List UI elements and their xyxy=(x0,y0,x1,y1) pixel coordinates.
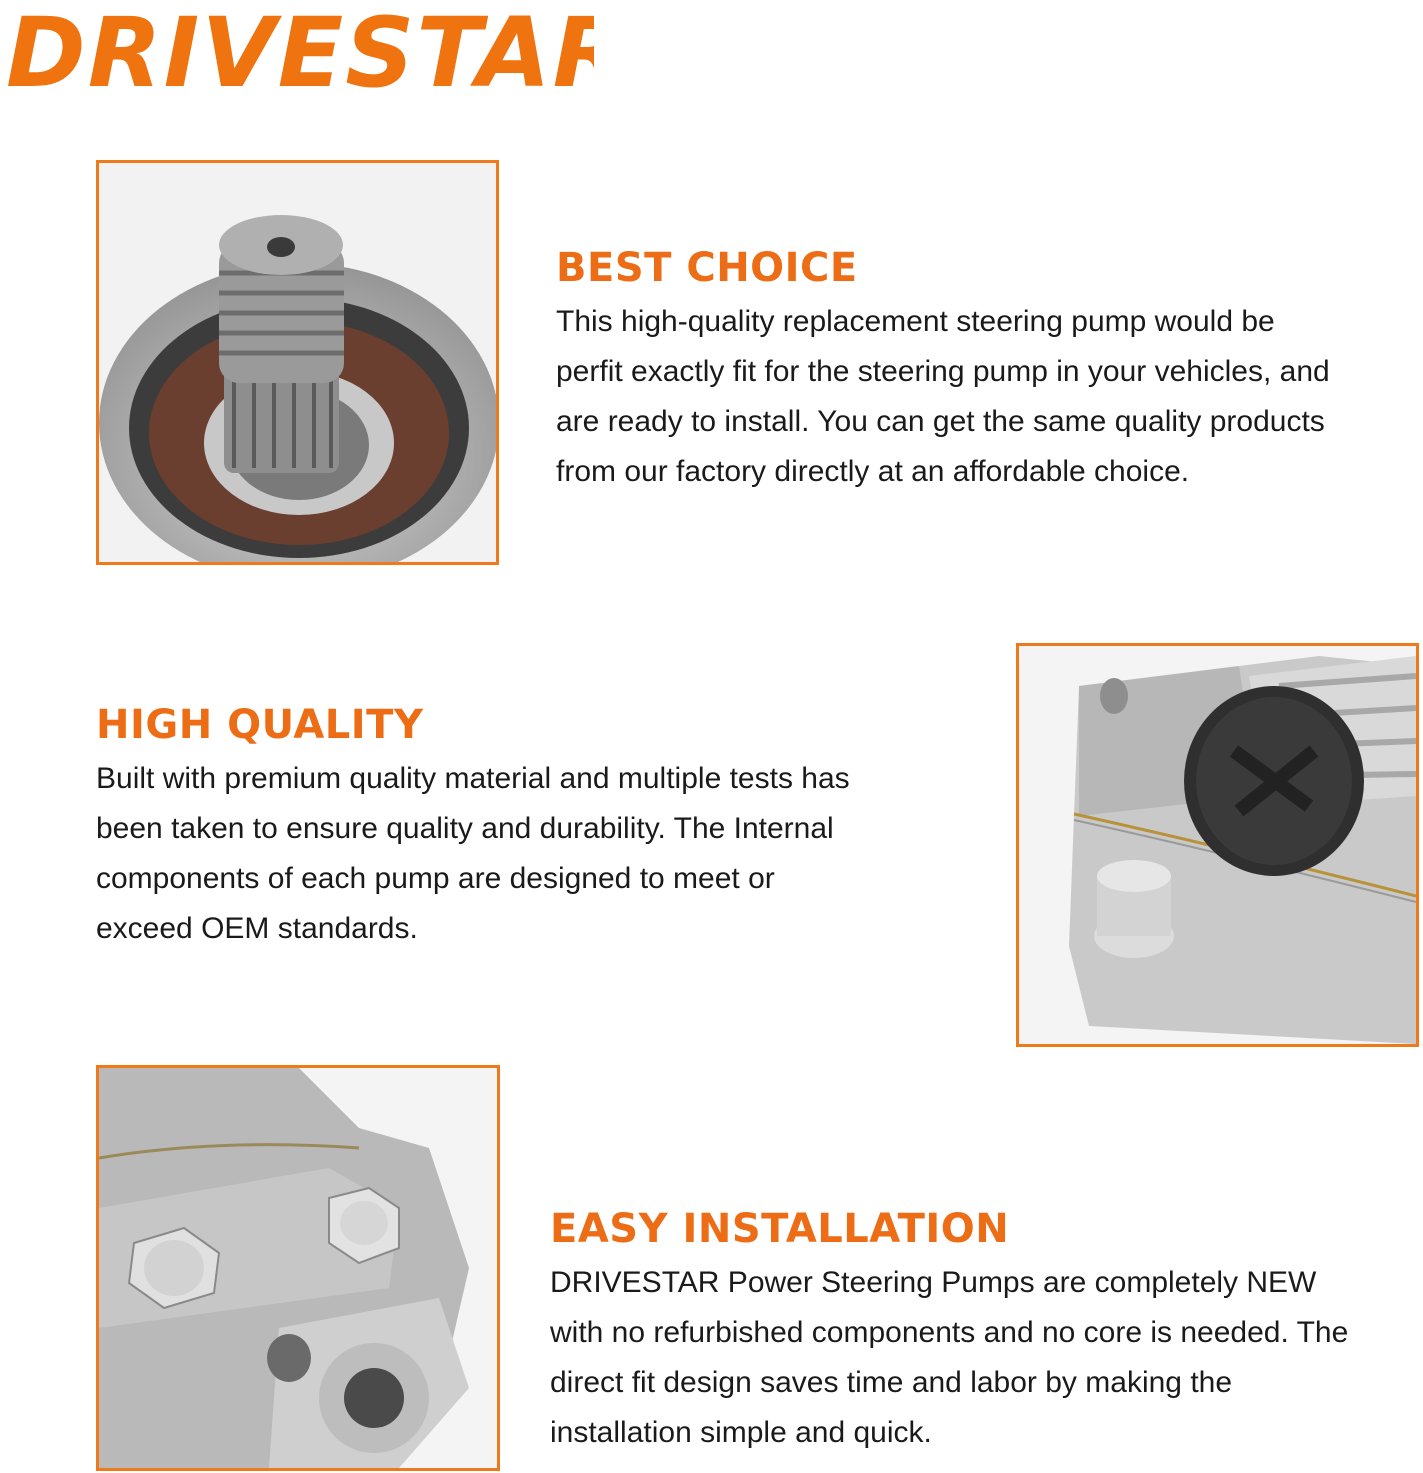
drivestar-logo xyxy=(4,0,594,100)
pump-shaft-bearing-photo xyxy=(96,160,499,565)
feature-title: HIGH QUALITY xyxy=(96,702,424,748)
feature-best-choice xyxy=(556,245,1336,497)
feature-title: EASY INSTALLATION xyxy=(550,1206,1010,1252)
feature-description: Built with premium quality material and multiple tests has been taken to ensure quality and durability. The Internal components of each pump are designed to meet or exceed OEM standards. xyxy=(96,762,850,945)
feature-description: This high-quality replacement steering pump would be perfit exactly fit for the steering pump in your vehicles, and are ready to install. You can get the same quality products from our factory directly at an affordable choice. xyxy=(556,305,1330,488)
feature-title: BEST CHOICE xyxy=(556,245,858,291)
pump-housing-bolts-photo xyxy=(96,1065,500,1471)
logo-wordmark: DRIVESTAR xyxy=(6,0,594,100)
feature-easy-installation xyxy=(550,1206,1350,1458)
feature-high-quality xyxy=(96,702,856,954)
feature-description: DRIVESTAR Power Steering Pumps are completely NEW with no refurbished components and no core is needed. The direct fit design saves time and labor by making the installation simple and quick. xyxy=(550,1266,1349,1449)
pump-housing-cap-photo xyxy=(1016,643,1419,1047)
